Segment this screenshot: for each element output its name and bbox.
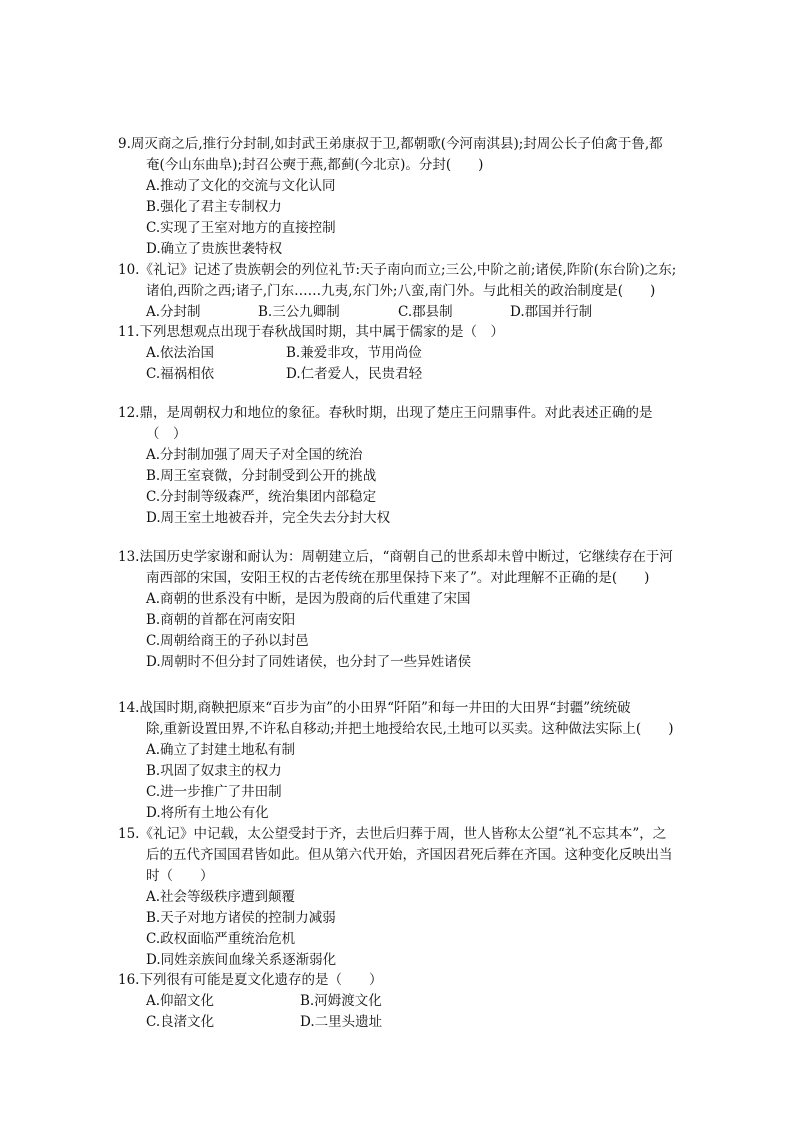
option-a[interactable]: A.社会等级秩序遭到颠覆	[146, 889, 296, 905]
option-d[interactable]: D.同姓亲族间血缘关系逐渐弱化	[146, 952, 337, 968]
options-row	[118, 364, 708, 385]
option-b[interactable]: B.强化了君主专制权力	[146, 199, 282, 215]
option-a[interactable]: A.商朝的世系没有中断，是因为殷商的后代重建了宋国	[146, 591, 471, 607]
question-15	[118, 824, 708, 971]
stem-line: 15.《礼记》中记载，太公望受封于齐，去世后归葬于周，世人皆称太公望“礼不忘其本”，之	[118, 826, 667, 842]
option-b[interactable]: B.周王室衰微，分封制受到公开的挑战	[146, 468, 377, 484]
option-d[interactable]: D.将所有土地公有化	[146, 805, 269, 821]
stem-line: 14.战国时期,商鞅把原来“百步为亩”的小田界“阡陌”和每一井田的大田界“封疆”统统破	[118, 700, 631, 716]
option-b[interactable]: B.天子对地方诸侯的控制力减弱	[146, 910, 336, 926]
stem-line: （ ）	[146, 426, 187, 442]
option-d[interactable]: D.二里头遗址	[300, 1014, 383, 1030]
question-12	[118, 403, 708, 529]
question-10	[118, 260, 708, 323]
stem-line: 南西部的宋国，安阳王权的古老传统在那里保持下来了”。对此理解不正确的是( )	[146, 570, 650, 586]
question-stem	[118, 698, 708, 740]
option-a[interactable]: A.分封制加强了周天子对全国的统治	[146, 447, 363, 463]
option-a[interactable]: A.依法治国	[146, 345, 215, 361]
stem-line: 10.《礼记》记述了贵族朝会的列位礼节:天子南向而立;三公,中阶之前;诸侯,阼阶(东台阶)之东;	[118, 262, 677, 278]
stem-line: 13.法国历史学家谢和耐认为：周朝建立后，“商朝自己的世系却未曾中断过，它继续存在于河	[118, 549, 673, 565]
option-d[interactable]: D.周朝时不但分封了同姓诸侯，也分封了一些异姓诸侯	[146, 654, 472, 670]
question-stem	[118, 260, 708, 302]
options-row	[118, 991, 708, 1012]
option-c[interactable]: C.政权面临严重统治危机	[146, 931, 296, 947]
options-row	[118, 343, 708, 364]
stem-line: 16.下列很有可能是夏文化遗存的是（ ）	[118, 972, 383, 988]
option-c[interactable]: C.分封制等级森严，统治集团内部稳定	[146, 489, 377, 505]
option-c[interactable]: C.实现了王室对地方的直接控制	[146, 220, 336, 236]
question-stem	[118, 547, 708, 589]
stem-line: 诸伯,西阶之西;诸子,门东……九夷,东门外;八蛮,南门外。与此相关的政治制度是( )	[146, 283, 656, 299]
option-b[interactable]: B.商朝的首都在河南安阳	[146, 612, 296, 628]
question-stem	[118, 322, 708, 343]
stem-line: 9.周灭商之后,推行分封制,如封武王弟康叔于卫,都朝歌(今河南淇县);封周公长子伯禽于鲁,都	[118, 136, 663, 152]
stem-line: 11.下列思想观点出现于春秋战国时期，其中属于儒家的是（ ）	[118, 324, 504, 340]
option-c[interactable]: C.福祸相依	[146, 366, 215, 382]
options-row	[118, 1012, 708, 1033]
stem-line: 奄(今山东曲阜);封召公奭于燕,都蓟(今北京)。分封( )	[146, 157, 484, 173]
stem-line: 时（ ）	[146, 868, 214, 884]
stem-line: 除,重新设置田界,不许私自移动;并把土地授给农民,土地可以买卖。这种做法实际上( )	[146, 721, 674, 737]
option-d[interactable]: D.仁者爱人，民贵君轻	[286, 366, 423, 382]
option-b[interactable]: B.河姆渡文化	[300, 993, 382, 1009]
stem-line: 12.鼎，是周朝权力和地位的象征。春秋时期，出现了楚庄王问鼎事件。对此表述正确的是	[118, 405, 653, 421]
option-c[interactable]: C.良渚文化	[146, 1014, 215, 1030]
option-d[interactable]: D.周王室土地被吞并，完全失去分封大权	[146, 510, 391, 526]
options-row	[118, 302, 708, 323]
question-stem	[118, 970, 708, 991]
option-a[interactable]: A.分封制	[146, 304, 201, 320]
question-stem	[118, 824, 708, 887]
option-b[interactable]: B.巩固了奴隶主的权力	[146, 763, 282, 779]
option-b[interactable]: B.兼爱非攻，节用尚俭	[286, 345, 422, 361]
option-a[interactable]: A.推动了文化的交流与文化认同	[146, 178, 336, 194]
stem-line: 后的五代齐国国君皆如此。但从第六代开始，齐国因君死后葬在齐国。这种变化反映出当	[146, 847, 673, 863]
question-9	[118, 134, 708, 260]
option-b[interactable]: B.三公九卿制	[258, 304, 340, 320]
option-c[interactable]: C.郡县制	[398, 304, 453, 320]
option-d[interactable]: D.郡国并行制	[510, 304, 593, 320]
question-11	[118, 322, 708, 385]
question-stem	[118, 134, 708, 176]
option-a[interactable]: A.仰韶文化	[146, 993, 215, 1009]
option-a[interactable]: A.确立了封建土地私有制	[146, 742, 296, 758]
question-13	[118, 547, 708, 673]
option-d[interactable]: D.确立了贵族世袭特权	[146, 241, 283, 257]
question-16	[118, 970, 708, 1033]
option-c[interactable]: C.周朝给商王的子孙以封邑	[146, 633, 309, 649]
question-14	[118, 698, 708, 824]
option-c[interactable]: C.进一步推广了井田制	[146, 784, 282, 800]
question-stem	[118, 403, 708, 445]
